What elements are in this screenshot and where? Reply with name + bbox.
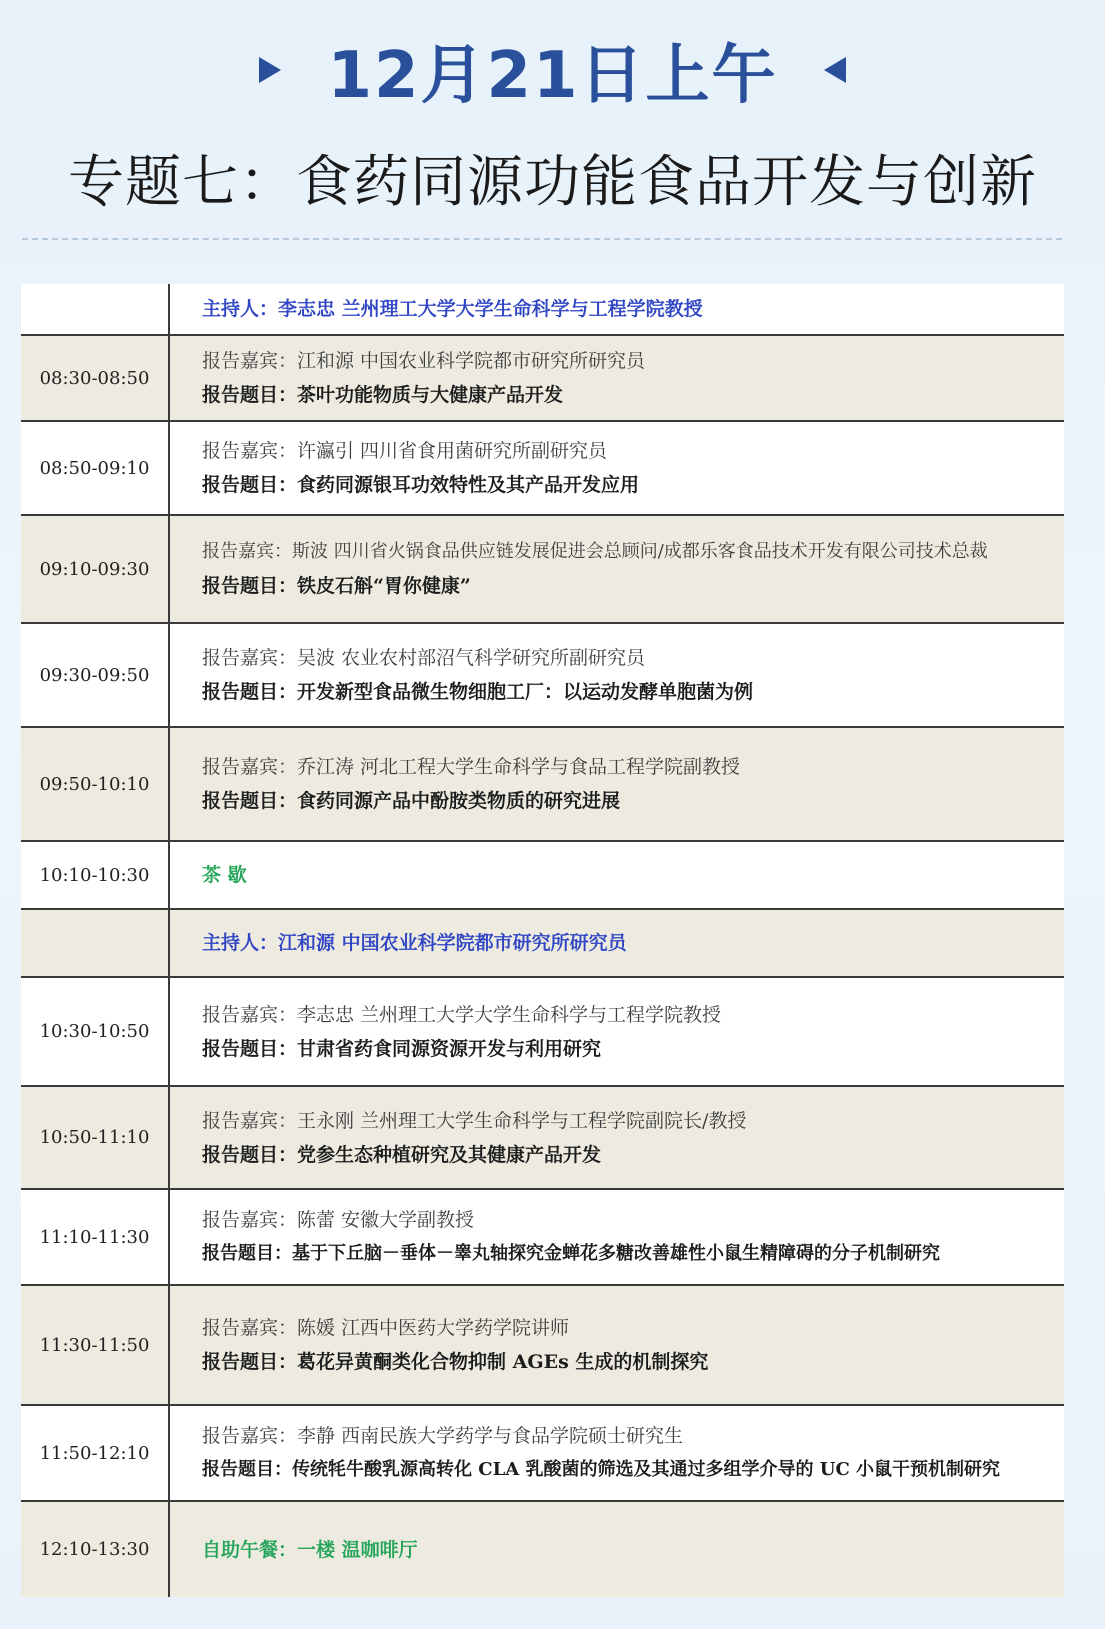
- break-row: [21, 1501, 1064, 1597]
- speaker-line: 报告嘉宾：陈蕾 安徽大学副教授: [202, 1209, 475, 1231]
- talk-row: [21, 727, 1064, 841]
- talk-title-line: 报告题目：食药同源产品中酚胺类物质的研究进展: [202, 790, 621, 812]
- talk-row: [21, 1285, 1064, 1405]
- tea-break-line: 茶 歇: [202, 864, 247, 886]
- dashed-divider: [22, 238, 1062, 240]
- talk-title-line: 报告题目：党参生态种植研究及其健康产品开发: [202, 1143, 602, 1166]
- lunch-line: 自助午餐：一楼 温咖啡厅: [202, 1538, 418, 1561]
- triangle-right-icon: [259, 57, 281, 83]
- talk-title-line: 报告题目：基于下丘脑－垂体－睾丸轴探究金蝉花多糖改善雄性小鼠生精障碍的分子机制研究: [202, 1243, 940, 1264]
- host-row: [21, 909, 1064, 977]
- speaker-line: 报告嘉宾：李志忠 兰州理工大学大学生命科学与工程学院教授: [202, 1003, 722, 1026]
- time-cell: 11:50-12:10: [21, 1405, 169, 1501]
- date-header: [0, 30, 1105, 113]
- talk-row: [21, 1405, 1064, 1501]
- host-row: [21, 284, 1064, 335]
- time-cell: 10:30-10:50: [21, 977, 169, 1086]
- time-cell: 09:30-09:50: [21, 623, 169, 727]
- time-cell: 09:10-09:30: [21, 515, 169, 623]
- topic-title: 专题七：食药同源功能食品开发与创新: [68, 150, 1037, 215]
- talk-title-line: 报告题目：铁皮石斛“胃你健康”: [202, 575, 471, 597]
- speaker-line: 报告嘉宾：乔江涛 河北工程大学生命科学与食品工程学院副教授: [202, 756, 741, 778]
- speaker-line: 报告嘉宾：王永刚 兰州理工大学生命科学与工程学院副院长/教授: [202, 1109, 747, 1132]
- speaker-line: 报告嘉宾：江和源 中国农业科学院都市研究所研究员: [202, 350, 646, 372]
- host-line: 主持人：李志忠 兰州理工大学大学生命科学与工程学院教授: [202, 298, 703, 320]
- talk-row: [21, 977, 1064, 1086]
- speaker-line: 报告嘉宾：陈媛 江西中医药大学药学院讲师: [202, 1317, 570, 1339]
- talk-row: [21, 1086, 1064, 1189]
- time-cell: 11:30-11:50: [21, 1285, 169, 1405]
- time-cell: 08:30-08:50: [21, 335, 169, 421]
- talk-row: [21, 623, 1064, 727]
- time-cell: 09:50-10:10: [21, 727, 169, 841]
- host-line: 主持人：江和源 中国农业科学院都市研究所研究员: [202, 932, 627, 954]
- session-date: 12月21日上午: [327, 39, 778, 113]
- time-cell: [21, 909, 169, 977]
- speaker-line: 报告嘉宾：许瀛引 四川省食用菌研究所副研究员: [202, 440, 608, 462]
- talk-title-line: 报告题目：开发新型食品微生物细胞工厂：以运动发酵单胞菌为例: [202, 681, 754, 703]
- speaker-line: 报告嘉宾：李静 西南民族大学药学与食品学院硕士研究生: [202, 1425, 684, 1447]
- talk-title-line: 报告题目：茶叶功能物质与大健康产品开发: [202, 384, 564, 406]
- time-cell: 08:50-09:10: [21, 421, 169, 515]
- time-cell: [21, 284, 169, 335]
- time-cell: 10:50-11:10: [21, 1086, 169, 1189]
- schedule-table: [21, 284, 1064, 1597]
- talk-title-line: 报告题目：食药同源银耳功效特性及其产品开发应用: [202, 474, 640, 496]
- talk-row: [21, 1189, 1064, 1285]
- talk-title-line: 报告题目：葛花异黄酮类化合物抑制 AGEs 生成的机制探究: [202, 1351, 709, 1373]
- triangle-left-icon: [824, 57, 846, 83]
- talk-title-line: 报告题目：传统牦牛酸乳源高转化 CLA 乳酸菌的筛选及其通过多组学介导的 UC 小鼠干预机制研究: [202, 1459, 1001, 1480]
- talk-row: [21, 421, 1064, 515]
- speaker-line: 报告嘉宾：吴波 农业农村部沼气科学研究所副研究员: [202, 647, 646, 669]
- time-cell: 12:10-13:30: [21, 1501, 169, 1597]
- talk-row: [21, 515, 1064, 623]
- time-cell: 11:10-11:30: [21, 1189, 169, 1285]
- time-cell: 10:10-10:30: [21, 841, 169, 909]
- break-row: [21, 841, 1064, 909]
- talk-row: [21, 335, 1064, 421]
- speaker-line: 报告嘉宾：斯波 四川省火锅食品供应链发展促进会总顾问/成都乐客食品技术开发有限公司技术总裁: [202, 541, 988, 562]
- talk-title-line: 报告题目：甘肃省药食同源资源开发与利用研究: [202, 1037, 602, 1060]
